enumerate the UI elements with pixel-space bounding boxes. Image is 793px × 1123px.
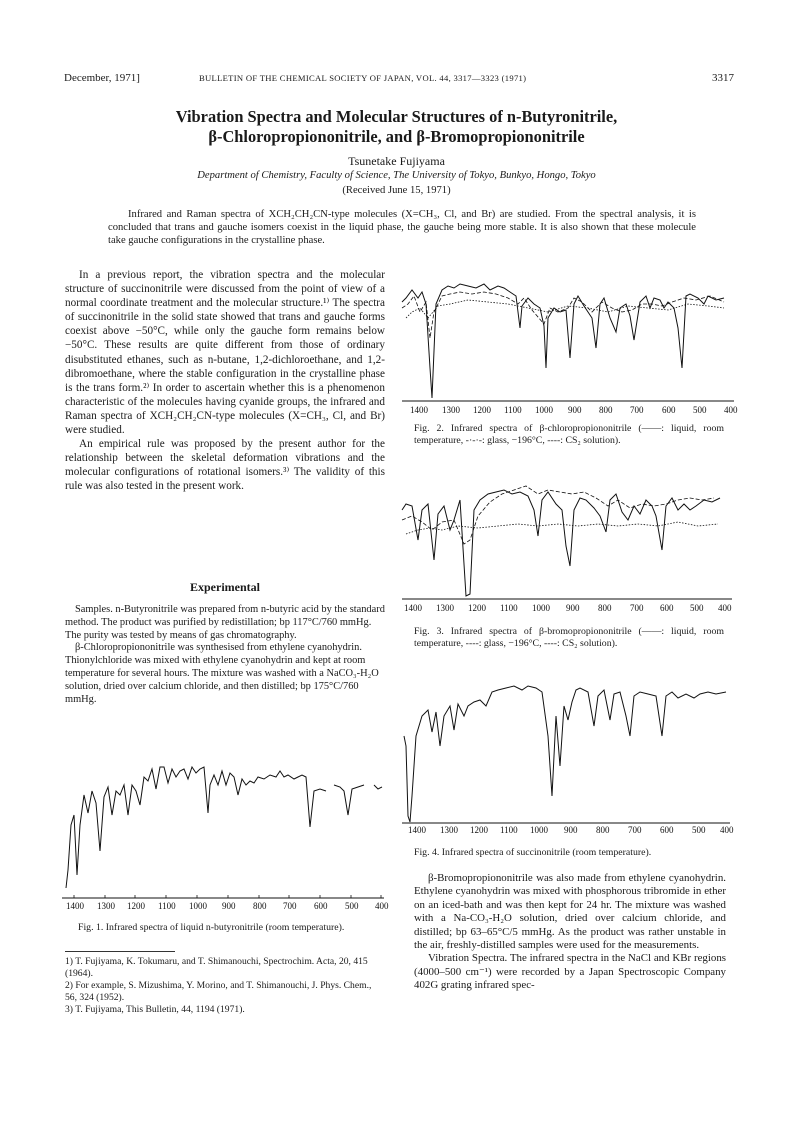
fig3-tick-500: 500: [690, 603, 704, 613]
fig3-tick-600: 600: [660, 603, 674, 613]
article-title: [0, 107, 793, 147]
intro-paragraph-2: An empirical rule was proposed by the present author for the relationship between the skeletal deformation vibrations and the molecular configurations of rotational isomers.³⁾ The validity of this rule was also tested in the present work.: [65, 438, 385, 493]
footnote-2: 2) For example, S. Mizushima, Y. Morino, and T. Shimanouchi, J. Phys. Chem., 56, 324 (1952).: [65, 980, 372, 1003]
fig1-tick-1300: 1300: [97, 901, 115, 911]
figure-1-caption: Fig. 1. Infrared spectra of liquid n-butyronitrile (room temperature).: [78, 922, 345, 933]
fig4-tick-900: 900: [564, 825, 578, 835]
fig4-tick-1200: 1200: [470, 825, 488, 835]
intro-paragraph-1: In a previous report, the vibration spectra and the molecular structure of succinonitrile were discussed from the point of view of a normal coordinate treatment and the molecular structure.¹⁾ The spectra of succinonitrile in the solid state showed that trans and gauche forms coexist above −50°C, while only the gauche form remains below −50°C. These results are quite different from those of ordinary disubstituted ethanes, such as n-butane, 1,2-dichloroethane, and 1,2-dibromoethane, where the stable configuration in the crystalline phase is the trans form.²⁾ In order to ascertain whether this is a phenomenon characteristic of the molecules having cyanide groups, the infrared and Raman spectra of XCH₂CH₂CN-type molecules (X=CH₃, Cl, and Br) were studied.: [65, 269, 385, 437]
section-heading-experimental: Experimental: [190, 580, 260, 594]
fig1-tick-1000: 1000: [189, 901, 207, 911]
fig1-tick-1100: 1100: [158, 901, 176, 911]
bromo-paragraph: β-Bromopropiononitrile was also made from ethylene cyanohydrin. Ethylene cyanohydrin was mixed with phosphorous tribromide in ether on an iced-bath and was then kept for 24 hr. The mixture was washed with a Na-CO₃-H₂O solution, dried over calcium chloride, and distilled; bp 63–65°C/5 mmHg. As the product was rather unstable in the air, freshly-distilled samples were used for the measurements.: [414, 872, 726, 952]
header-date: December, 1971]: [64, 72, 140, 84]
fig3-tick-700: 700: [630, 603, 644, 613]
vibration-spectra-paragraph: Vibration Spectra. The infrared spectra in the NaCl and KBr regions (4000–500 cm⁻¹) were recorded by a Japan Spectroscopic Company 402G grating infrared spec-: [414, 952, 726, 992]
fig4-tick-500: 500: [692, 825, 706, 835]
fig2-tick-1200: 1200: [473, 405, 491, 415]
fig1-tick-600: 600: [314, 901, 328, 911]
figure-4-spectrum: [398, 676, 734, 836]
fig2-tick-400: 400: [724, 405, 738, 415]
fig4-tick-1100: 1100: [500, 825, 518, 835]
title-line-2: β-Chloropropiononitrile, and β-Bromopropiononitrile: [208, 127, 585, 146]
figure-1-spectrum: [58, 755, 388, 915]
author: Tsunetake Fujiyama: [348, 154, 445, 168]
fig2-tick-1400: 1400: [410, 405, 428, 415]
fig4-tick-800: 800: [596, 825, 610, 835]
fig2-tick-900: 900: [568, 405, 582, 415]
fig1-tick-800: 800: [253, 901, 267, 911]
fig4-tick-700: 700: [628, 825, 642, 835]
fig2-tick-1300: 1300: [442, 405, 460, 415]
title-line-1: Vibration Spectra and Molecular Structures of n-Butyronitrile,: [175, 107, 618, 126]
affiliation: Department of Chemistry, Faculty of Science, The University of Tokyo, Bunkyo, Hongo, Tokyo: [197, 170, 596, 181]
chloro-paragraph: β-Chloropropiononitrile was synthesised from ethylene cyanohydrin. Thionylchloride was mixed with ethylene cyanohydrin and kept at room temperature for several hours. The mixture was washed with a NaCO₃-H₂O solution, dried over calcium chloride, and then distilled; bp 175°C/760 mmHg.: [65, 642, 379, 705]
fig1-tick-500: 500: [345, 901, 359, 911]
introduction: [65, 268, 385, 494]
fig2-tick-700: 700: [630, 405, 644, 415]
fig3-tick-1400: 1400: [404, 603, 422, 613]
header-journal: BULLETIN OF THE CHEMICAL SOCIETY OF JAPAN, VOL. 44, 3317—3323 (1971): [199, 73, 527, 83]
fig3-tick-1000: 1000: [532, 603, 550, 613]
figure-2-spectrum: [398, 268, 738, 420]
fig4-tick-400: 400: [720, 825, 734, 835]
fig2-tick-1100: 1100: [504, 405, 522, 415]
fig1-tick-700: 700: [283, 901, 297, 911]
fig3-tick-1200: 1200: [468, 603, 486, 613]
fig2-tick-800: 800: [599, 405, 613, 415]
abstract: Infrared and Raman spectra of XCH₂CH₂CN-type molecules (X=CH₃, Cl, and Br) are studied. From the spectral analysis, it is concluded that trans and gauche isomers coexist in the liquid phase, the gauche being more stable. It is also shown that these molecule take gauche configurations in the crystalline phase.: [108, 209, 696, 247]
right-column-text: [414, 872, 726, 993]
fig1-tick-900: 900: [222, 901, 236, 911]
footnote-3: 3) T. Fujiyama, This Bulletin, 44, 1194 (1971).: [65, 1004, 245, 1015]
fig4-tick-1400: 1400: [408, 825, 426, 835]
figure-4-caption: Fig. 4. Infrared spectra of succinonitrile (room temperature).: [414, 847, 652, 858]
fig1-tick-400: 400: [375, 901, 389, 911]
fig2-tick-1000: 1000: [535, 405, 553, 415]
footnote-1: 1) T. Fujiyama, K. Tokumaru, and T. Shimanouchi, Spectrochim. Acta, 20, 415 (1964).: [65, 956, 368, 979]
footnotes: [65, 956, 385, 1016]
received-date: (Received June 15, 1971): [342, 185, 451, 196]
figure-2-caption: Fig. 2. Infrared spectra of β-chloropropiononitrile (——: liquid, room temperature, -·-·-: glass, −196°C, ----: CS₂ solution).: [414, 423, 724, 447]
footnote-rule: [65, 951, 175, 952]
fig3-tick-1100: 1100: [500, 603, 518, 613]
fig2-tick-600: 600: [662, 405, 676, 415]
fig4-tick-1000: 1000: [530, 825, 548, 835]
fig1-tick-1400: 1400: [66, 901, 84, 911]
samples-paragraph: Samples. n-Butyronitrile was prepared from n-butyric acid by the standard method. The product was purified by redistillation; bp 117°C/760 mmHg. The purity was tested by means of gas chromatography.: [65, 604, 385, 641]
figure-3-caption: Fig. 3. Infrared spectra of β-bromopropiononitrile (——: liquid, room temperature, ----: glass, −196°C, ----: CS₂ solution).: [414, 626, 724, 650]
fig1-tick-1200: 1200: [127, 901, 145, 911]
experimental-text: [65, 604, 385, 706]
fig3-tick-900: 900: [566, 603, 580, 613]
fig4-tick-600: 600: [660, 825, 674, 835]
header-page-number: 3317: [712, 72, 734, 84]
fig3-tick-1300: 1300: [436, 603, 454, 613]
fig4-tick-1300: 1300: [440, 825, 458, 835]
figure-3-spectrum: [398, 470, 734, 618]
fig2-tick-500: 500: [693, 405, 707, 415]
fig3-tick-800: 800: [598, 603, 612, 613]
fig3-tick-400: 400: [718, 603, 732, 613]
